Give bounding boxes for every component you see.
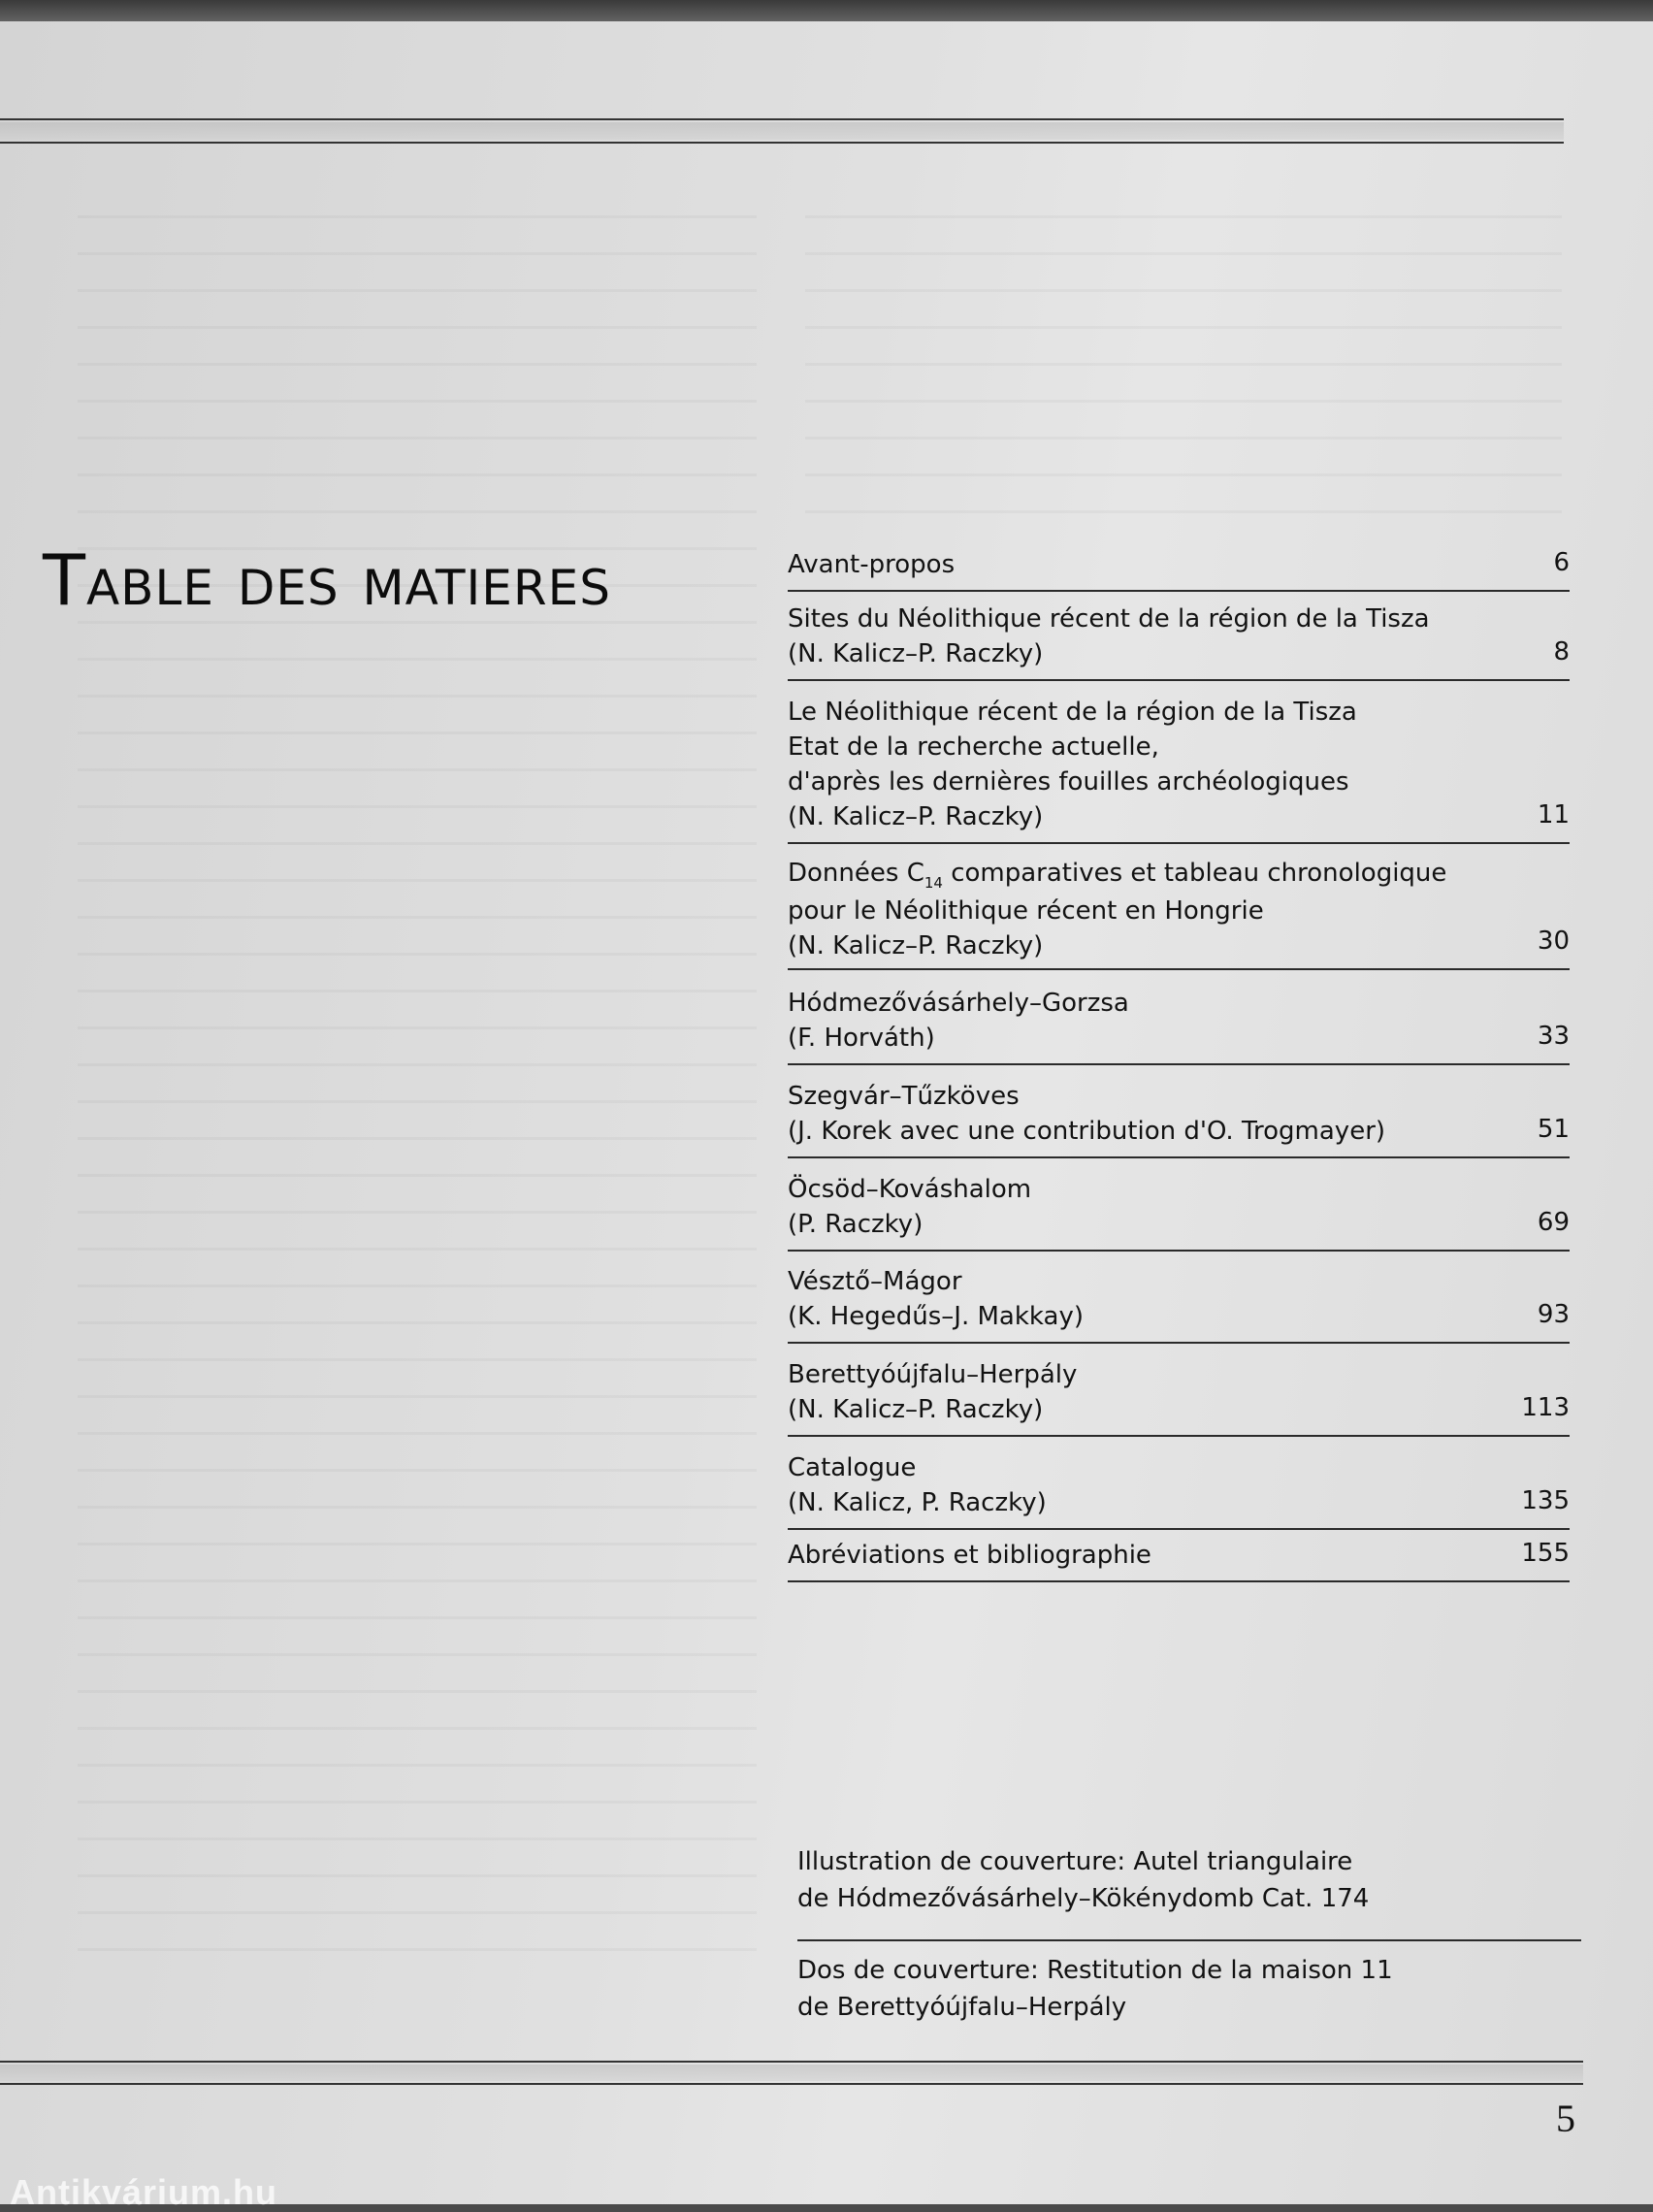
toc-entry-author: (F. Horváth) bbox=[788, 1024, 935, 1053]
toc-page-number: 8 bbox=[1553, 637, 1570, 667]
toc-entry-author: (P. Raczky) bbox=[788, 1210, 924, 1239]
toc-entry-author: (N. Kalicz, P. Raczky) bbox=[788, 1488, 1047, 1517]
top-rule-band bbox=[0, 122, 1564, 140]
toc-entry bbox=[788, 856, 1570, 964]
toc-entry-title: Hódmezővásárhely–Gorzsa bbox=[788, 989, 1129, 1018]
toc-entry bbox=[788, 1357, 1570, 1431]
bottom-rule-band bbox=[0, 2065, 1583, 2081]
toc-entry-title: Vésztő–Mágor bbox=[788, 1267, 962, 1296]
toc-entry-author: (N. Kalicz–P. Raczky) bbox=[788, 1395, 1044, 1424]
toc-page-number: 51 bbox=[1537, 1115, 1570, 1144]
toc-entry-author: (N. Kalicz–P. Raczky) bbox=[788, 802, 1044, 831]
toc-entry bbox=[788, 1079, 1570, 1153]
toc-entry-author: (J. Korek avec une contribution d'O. Trogmayer) bbox=[788, 1117, 1386, 1146]
toc-entry bbox=[788, 1538, 1570, 1577]
show-through-texture bbox=[78, 215, 757, 1962]
toc-entry-title: Szegvár–Tűzköves bbox=[788, 1082, 1020, 1111]
toc-entry-author: (N. Kalicz–P. Raczky) bbox=[788, 639, 1044, 668]
toc-page-number: 6 bbox=[1553, 548, 1570, 577]
toc-page-number: 113 bbox=[1521, 1393, 1570, 1422]
toc-entry bbox=[788, 1264, 1570, 1338]
toc-entry bbox=[788, 602, 1570, 675]
toc-entry bbox=[788, 695, 1570, 838]
page-title: Table des matieres bbox=[43, 539, 611, 621]
top-rule bbox=[0, 118, 1564, 120]
page-number: 5 bbox=[1556, 2097, 1575, 2140]
toc-entry-title: Abréviations et bibliographie bbox=[788, 1541, 1151, 1570]
toc-entry-title: Etat de la recherche actuelle, bbox=[788, 732, 1159, 762]
toc-page-number: 155 bbox=[1521, 1539, 1570, 1568]
cover-front-credit: Illustration de couverture: Autel triangulaire de Hódmezővásárhely–Kökénydomb Cat. 174 bbox=[797, 1847, 1370, 1913]
toc-entry-author: (K. Hegedűs–J. Makkay) bbox=[788, 1302, 1084, 1331]
toc-entry-title: d'après les dernières fouilles archéologiques bbox=[788, 767, 1349, 797]
toc-entry-title: Öcsöd–Kováshalom bbox=[788, 1175, 1032, 1204]
c14-prefix: Données C bbox=[788, 859, 924, 888]
c14-suffix: comparatives et tableau chronologique bbox=[942, 859, 1447, 888]
cover-back-credit: Dos de couverture: Restitution de la maison 11 de Berettyóújfalu–Herpály bbox=[797, 1956, 1393, 2022]
toc-entry bbox=[788, 547, 1570, 586]
toc-entry-title: Catalogue bbox=[788, 1453, 917, 1482]
toc-page-number: 93 bbox=[1537, 1300, 1570, 1329]
bottom-rule-lower bbox=[0, 2083, 1583, 2085]
toc-entry bbox=[788, 986, 1570, 1059]
watermark: Antikvárium.hu bbox=[10, 2172, 278, 2212]
toc-page-number: 11 bbox=[1537, 800, 1570, 830]
toc-entry-title bbox=[788, 856, 1570, 894]
toc-page-number: 30 bbox=[1537, 927, 1570, 956]
toc-entry-title: Sites du Néolithique récent de la région de la Tisza bbox=[788, 604, 1430, 634]
bottom-rule bbox=[0, 2061, 1583, 2063]
toc-entry-title: Avant-propos bbox=[788, 550, 956, 579]
toc-entry-author: (N. Kalicz–P. Raczky) bbox=[788, 931, 1044, 960]
toc-entry bbox=[788, 1450, 1570, 1524]
toc-entry-title: Le Néolithique récent de la région de la Tisza bbox=[788, 698, 1357, 727]
toc-entry bbox=[788, 1172, 1570, 1246]
top-rule-lower bbox=[0, 142, 1564, 144]
c14-subscript: 14 bbox=[924, 874, 943, 892]
toc-page-number: 33 bbox=[1537, 1022, 1570, 1051]
cover-divider bbox=[797, 1939, 1581, 1941]
toc-entry-title: Berettyóújfalu–Herpály bbox=[788, 1360, 1078, 1389]
toc-page-number: 135 bbox=[1521, 1486, 1570, 1515]
toc-page-number: 69 bbox=[1537, 1208, 1570, 1237]
toc-entry-title: pour le Néolithique récent en Hongrie bbox=[788, 896, 1264, 926]
show-through-texture-right bbox=[805, 215, 1562, 526]
book-page bbox=[0, 21, 1653, 2204]
